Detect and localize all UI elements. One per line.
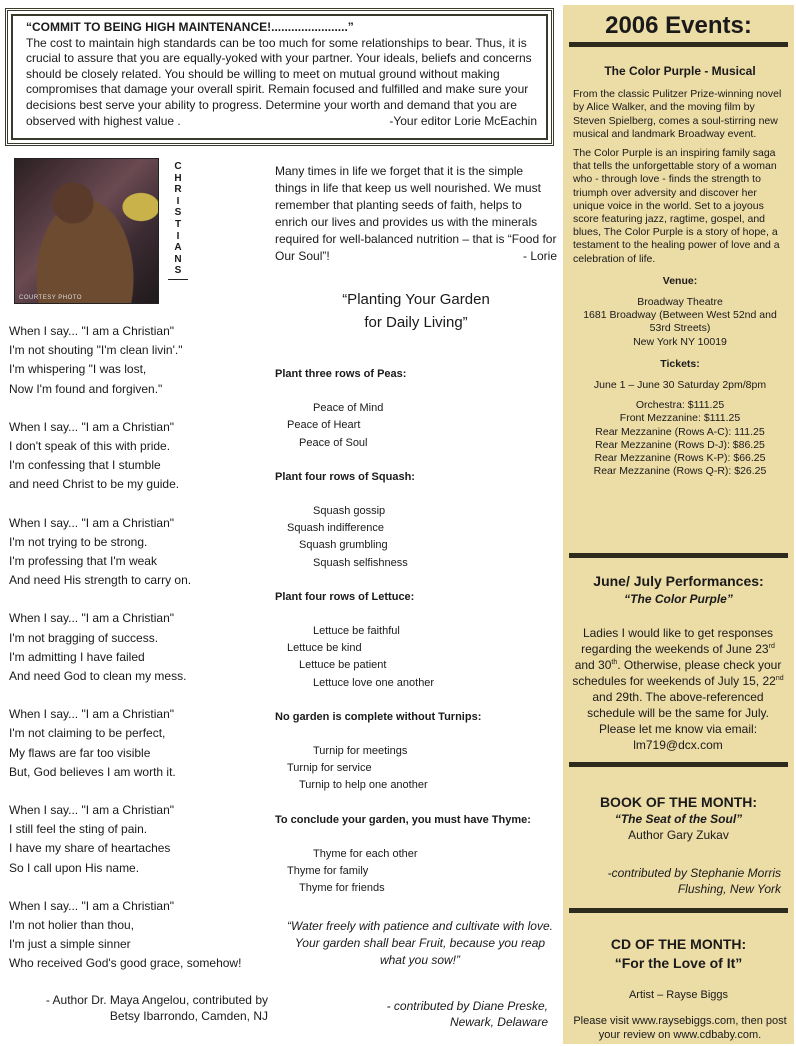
poem-line: And need His strength to carry on. [9, 573, 192, 588]
june-july-body [571, 625, 785, 753]
garden-item: Lettuce be patient [299, 659, 387, 672]
poem-stanza [9, 609, 271, 686]
garden-section-items [275, 846, 565, 898]
garden-item: Lettuce love one another [313, 676, 435, 689]
poem [9, 322, 271, 974]
garden-section-heading: To conclude your garden, you must have Thyme: [275, 813, 531, 826]
venue-line: New York NY 10019 [633, 335, 727, 348]
vertical-letter: I [176, 230, 180, 242]
garden-item: Turnip to help one another [299, 779, 428, 792]
book-credit-line2: Flushing, New York [677, 882, 781, 896]
poem-stanza [9, 897, 271, 974]
poem-stanza [9, 418, 271, 495]
poem-line: I'm professing that I'm weak [9, 554, 157, 569]
vertical-word-christians [168, 161, 188, 280]
garden-section-items [275, 503, 565, 572]
poem-line: I'm not shouting "I'm clean livin'." [9, 343, 183, 358]
poem-line: So I call upon His name. [9, 860, 140, 875]
garden-section-heading: No garden is complete without Turnips: [275, 710, 482, 723]
author-photo [14, 158, 159, 304]
garden-item: Lettuce be kind [287, 642, 362, 655]
garden-item: Thyme for friends [299, 882, 385, 895]
book-of-month-title: BOOK OF THE MONTH: [599, 794, 758, 810]
venue-line: Broadway Theatre [637, 296, 723, 309]
garden-title-line1: “Planting Your Garden [342, 291, 490, 308]
garden-credit [330, 998, 548, 1030]
poem-line: When I say... "I am a Christian" [9, 898, 175, 913]
garden-item: Squash grumbling [299, 539, 388, 552]
vertical-letter: R [174, 184, 182, 196]
cd-name: “For the Love of It” [614, 955, 743, 971]
garden-quote: “Water freely with patience and cultivate with love. Your garden shall bear Fruit, because you reap what you sow!” [287, 919, 553, 967]
event-description: From the classic Pulitzer Prize-winning novel by Alice Walker, and the moving film by Steven Spielberg, comes a soul-stirring new musical and landmark Broadway event. [573, 88, 782, 140]
book-credit [583, 865, 781, 897]
divider [569, 762, 788, 767]
poem-line: When I say... "I am a Christian" [9, 707, 175, 722]
book-author: Author Gary Zukav [628, 828, 729, 842]
garden-section-items [275, 623, 565, 692]
garden-item: Lettuce be faithful [313, 625, 400, 638]
color-purple-event [573, 65, 787, 478]
june-sup-th: th [611, 659, 618, 666]
june-july-title: June/ July Performances: [593, 573, 764, 589]
june-body-d: and 29th. The above-referenced schedule will be the same for July. Please let me know via email: lm719@dcx.com [587, 690, 769, 752]
cd-of-month-title: CD OF THE MONTH: [610, 936, 747, 952]
vertical-letter: S [174, 207, 182, 219]
vertical-letter: C [174, 161, 182, 172]
ticket-price: Orchestra: $111.25 [635, 399, 725, 412]
events-title: 2006 Events: [605, 12, 752, 39]
poem-line: I still feel the sting of pain. [9, 822, 148, 837]
poem-stanza [9, 705, 271, 782]
divider [569, 908, 788, 913]
poem-line: I'm not bragging of success. [9, 630, 159, 645]
photo-caption: COURTESY PHOTO [19, 295, 83, 301]
june-body-b: and 30 [574, 658, 612, 672]
vertical-letter: S [174, 265, 182, 277]
ticket-price: Front Mezzanine: $111.25 [619, 412, 741, 425]
ticket-price: Rear Mezzanine (Rows K-P): $66.25 [594, 452, 766, 465]
poem-line: I'm not holier than thou, [9, 918, 135, 933]
poem-credit-line1: - Author Dr. Maya Angelou, contributed by [45, 993, 268, 1007]
vertical-letter: H [174, 172, 182, 184]
june-sup-nd: nd [775, 675, 784, 682]
poem-line: When I say... "I am a Christian" [9, 515, 175, 530]
poem-line: I have my share of heartaches [9, 841, 171, 856]
vertical-letter: I [176, 195, 180, 207]
venue-line: 1681 Broadway (Between West 52nd and 53rd Streets) [583, 309, 777, 335]
june-body-a: Ladies I would like to get responses regarding the weekends of June 23 [581, 626, 774, 656]
tickets-label: Tickets: [660, 357, 700, 370]
show-title: The Color Purple - Musical [604, 64, 756, 78]
intro-text: Many times in life we forget that it is the simple things in life that keep us well nourished. We must remember that planting seeds of faith, helps to enrich our lives and provides us with the minerals required for well-balanced nutrition – that is “Food for Our Soul”! [275, 164, 557, 263]
garden-item: Turnip for service [287, 762, 372, 775]
poem-line: When I say... "I am a Christian" [9, 803, 175, 818]
poem-line: Who received God's good grace, somehow! [9, 956, 242, 971]
poem-line: Now I'm found and forgiven." [9, 381, 163, 396]
tickets-dates: June 1 – June 30 Saturday 2pm/8pm [593, 379, 767, 392]
garden-item: Squash selfishness [313, 556, 408, 569]
venue-address [573, 296, 787, 349]
garden-list [275, 366, 565, 914]
cd-artist: Artist – Rayse Biggs [628, 989, 729, 1001]
cd-visit: Please visit www.raysebiggs.com, then post your review on www.cdbaby.com. [573, 1015, 787, 1041]
poem-line: and need Christ to be my guide. [9, 477, 180, 492]
events-sidebar [563, 5, 794, 1044]
intro-paragraph [275, 163, 557, 265]
ticket-price: Rear Mezzanine (Rows A-C): 111.25 [595, 425, 765, 438]
garden-title-line2: for Daily Living” [364, 314, 468, 331]
commitment-title: “COMMIT TO BEING HIGH MAINTENANCE!.......................” [26, 20, 354, 34]
poem-line: When I say... "I am a Christian" [9, 611, 175, 626]
poem-line: I'm just a simple sinner [9, 937, 131, 952]
garden-title [275, 288, 557, 334]
ticket-price: Rear Mezzanine (Rows D-J): $86.25 [595, 438, 765, 451]
poem-line: I don't speak of this with pride. [9, 439, 171, 454]
ticket-prices [573, 399, 787, 478]
book-name: “The Seat of the Soul” [614, 812, 743, 826]
garden-item: Thyme for each other [313, 847, 418, 860]
garden-item: Peace of Soul [299, 436, 368, 449]
commitment-signature: -Your editor Lorie McEachin [389, 113, 537, 128]
ticket-price: Rear Mezzanine (Rows Q-R): $26.25 [593, 465, 767, 478]
commitment-box [5, 8, 554, 146]
poem-line: My flaws are far too visible [9, 745, 151, 760]
book-credit-line1: -contributed by Stephanie Morris [607, 866, 781, 880]
poem-line: And need God to clean my mess. [9, 669, 187, 684]
poem-credit-line2: Betsy Ibarrondo, Camden, NJ [109, 1009, 268, 1023]
vertical-letter: A [174, 242, 182, 254]
event-story: The Color Purple is an inspiring family saga that tells the unforgettable story of a woman who - through love - finds the strength to triumph over adversity and discover her unique voice in the world. Set to a joyous score featuring jazz, ragtime, gospel, and blues, The Color Purple is a story of hope, a testament to the healing power of love and a celebration of life. [573, 147, 780, 265]
poem-line: I'm not claiming to be perfect, [9, 726, 166, 741]
intro-signature: - Lorie [522, 249, 557, 263]
garden-item: Peace of Heart [287, 419, 361, 432]
vertical-letter: T [174, 218, 182, 230]
divider [569, 553, 788, 558]
garden-section-items [275, 743, 565, 795]
poem-line: When I say... "I am a Christian" [9, 324, 175, 338]
garden-section-heading: Plant three rows of Peas: [275, 368, 407, 380]
poem-credit [9, 992, 268, 1024]
garden-item: Squash gossip [313, 505, 386, 518]
june-sup-rd: rd [768, 643, 775, 650]
june-july-subtitle: “The Color Purple” [624, 592, 733, 606]
vertical-letter: N [174, 253, 182, 265]
venue-label: Venue: [662, 274, 698, 287]
poem-line: I'm whispering "I was lost, [9, 362, 147, 377]
poem-line: I'm not trying to be strong. [9, 534, 148, 549]
commitment-body: The cost to maintain high standards can be too much for some relationships to bear. Thus, it is crucial to assure that you are equally-yoked with your partner. Your ideals, beliefs and concerns should be closely related. You should be willing to meet on mutual ground without making compromises that damage your overall spirit. Remain focused and fulfilled and make sure your decisions best serve your ability to progress. Determine your worth and demand that you are observed with highest value . [26, 35, 532, 128]
garden-item: Squash indifference [287, 522, 385, 535]
june-body-c: . Otherwise, please check your schedules for weekends of July 15, 22 [572, 658, 782, 688]
garden-item: Peace of Mind [313, 402, 384, 415]
garden-credit-line1: - contributed by Diane Preske, [386, 999, 548, 1013]
garden-section-heading: Plant four rows of Lettuce: [275, 590, 415, 603]
poem-stanza [9, 322, 271, 399]
garden-section-heading: Plant four rows of Squash: [275, 470, 415, 483]
garden-section-items [275, 400, 565, 452]
poem-line: But, God believes I am worth it. [9, 764, 176, 779]
poem-line: When I say... "I am a Christian" [9, 419, 175, 434]
garden-credit-line2: Newark, Delaware [449, 1015, 548, 1029]
garden-item: Turnip for meetings [313, 745, 408, 758]
garden-item: Thyme for family [287, 865, 369, 878]
poem-stanza [9, 514, 271, 591]
divider [569, 42, 788, 47]
poem-stanza [9, 801, 271, 878]
poem-line: I'm admitting I have failed [9, 649, 145, 664]
poem-line: I'm confessing that I stumble [9, 458, 161, 473]
